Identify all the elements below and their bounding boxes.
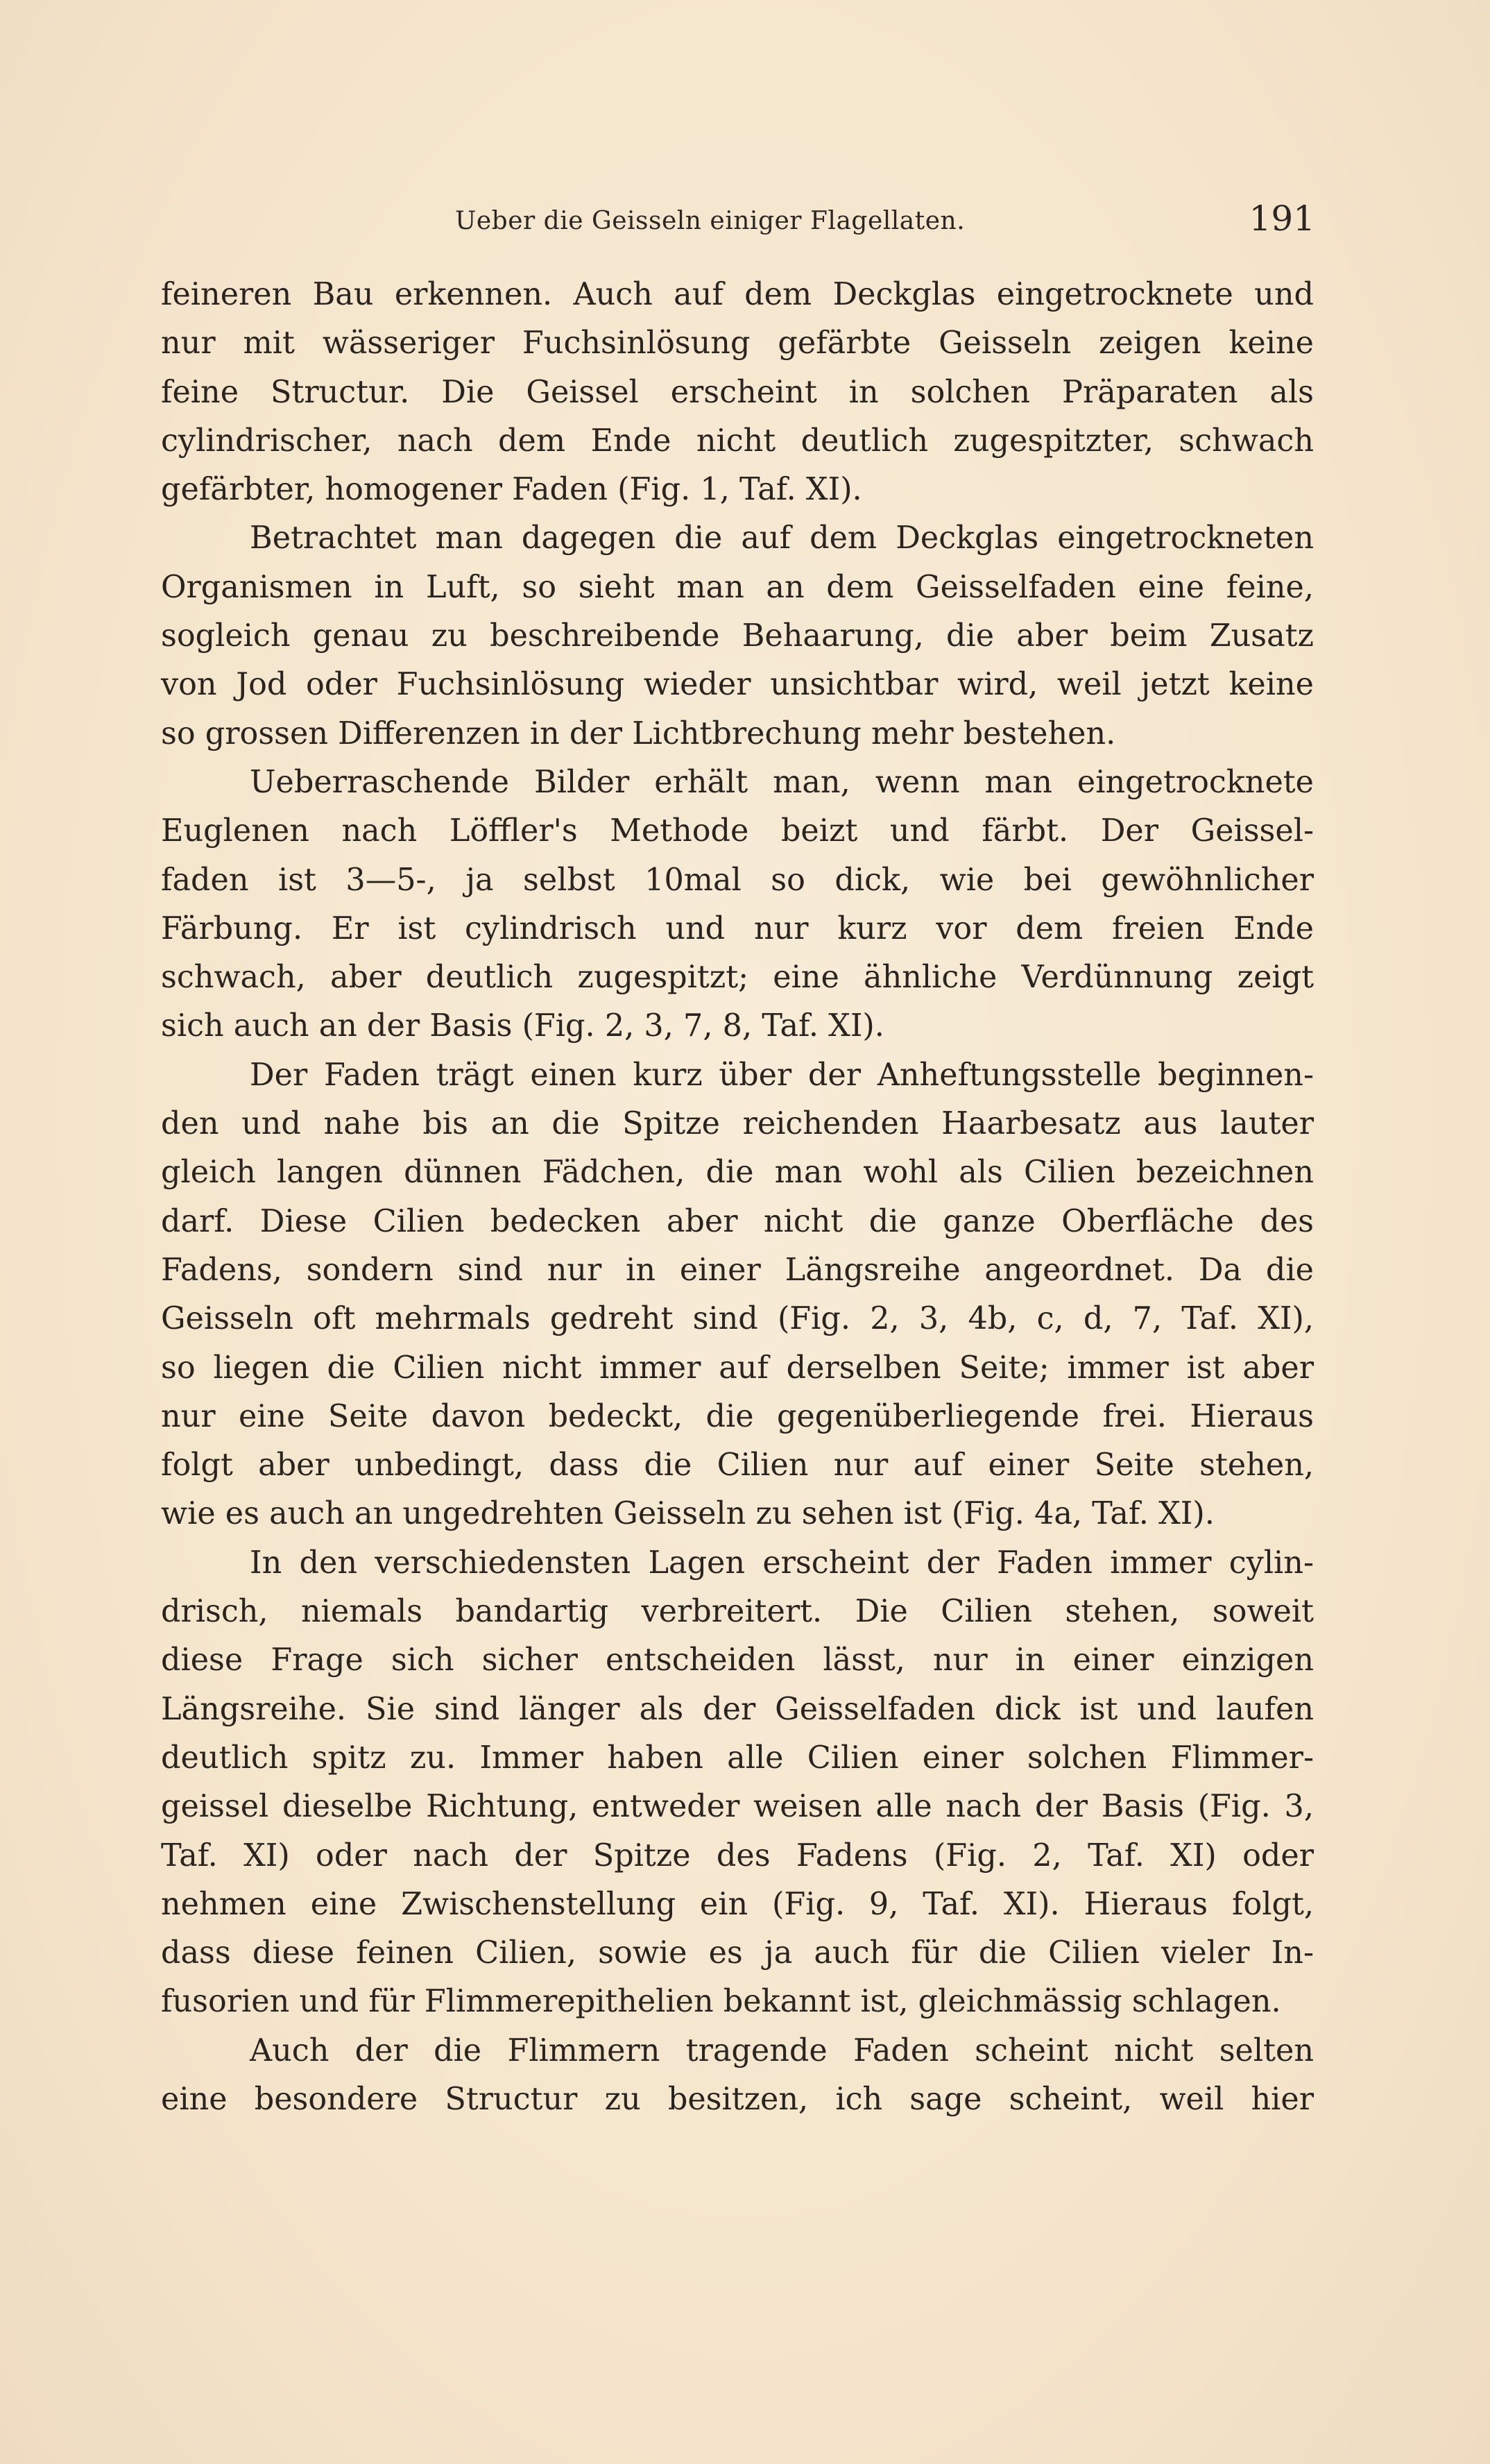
text-line: so grossen Differenzen in der Lichtbrechung mehr bestehen.	[161, 715, 1116, 751]
text-line: gleich langen dünnen Fädchen, die man wohl als Cilien bezeichnen	[161, 1155, 1314, 1191]
text-line: nur mit wässeriger Fuchsinlösung gefärbte Geisseln zeigen keine	[161, 325, 1314, 362]
text-line: Betrachtet man dagegen die auf dem Deckglas eingetrockneten	[250, 520, 1314, 556]
text-line: Der Faden trägt einen kurz über der Anheftungsstelle beginnen-	[250, 1057, 1314, 1093]
text-line: Organismen in Luft, so sieht man an dem Geisselfaden eine feine,	[161, 569, 1314, 605]
text-line: nehmen eine Zwischenstellung ein (Fig. 9, Taf. XI). Hieraus folgt,	[161, 1886, 1314, 1922]
text-line: diese Frage sich sicher entscheiden lässt, nur in einer einzigen	[161, 1642, 1314, 1679]
text-line: gefärbter, homogener Faden (Fig. 1, Taf. XI).	[161, 472, 862, 508]
text-line: nur eine Seite davon bedeckt, die gegenüberliegende frei. Hieraus	[161, 1398, 1314, 1434]
text-line: deutlich spitz zu. Immer haben alle Cilien einer solchen Flimmer-	[161, 1740, 1314, 1776]
text-line: feineren Bau erkennen. Auch auf dem Deckglas eingetrocknete und	[161, 277, 1314, 312]
running-title: Ueber die Geisseln einiger Flagellaten.	[455, 207, 966, 235]
text-line: dass diese feinen Cilien, sowie es ja auch für die Cilien vieler In-	[161, 1935, 1314, 1971]
text-line: faden ist 3—5-, ja selbst 10mal so dick, wie bei gewöhnlicher	[161, 862, 1314, 898]
text-line: so liegen die Cilien nicht immer auf derselben Seite; immer ist aber	[161, 1350, 1314, 1386]
text-line: den und nahe bis an die Spitze reichenden Haarbesatz aus lauter	[161, 1106, 1314, 1142]
text-line: von Jod oder Fuchsinlösung wieder unsichtbar wird, weil jetzt keine	[161, 667, 1314, 703]
text-line: In den verschiedensten Lagen erscheint der Faden immer cylin-	[250, 1545, 1314, 1581]
text-line: darf. Diese Cilien bedecken aber nicht die ganze Oberfläche des	[161, 1203, 1314, 1239]
text-line: Euglenen nach Löffler's Methode beizt und färbt. Der Geissel-	[161, 813, 1314, 849]
text-line: sich auch an der Basis (Fig. 2, 3, 7, 8, Taf. XI).	[161, 1008, 884, 1044]
text-line: sogleich genau zu beschreibende Behaarung, die aber beim Zusatz	[161, 618, 1314, 654]
text-line: Geisseln oft mehrmals gedreht sind (Fig. 2, 3, 4b, c, d, 7, Taf. XI),	[161, 1301, 1314, 1337]
text-line: geissel dieselbe Richtung, entweder weisen alle nach der Basis (Fig. 3,	[161, 1789, 1314, 1825]
text-line: schwach, aber deutlich zugespitzt; eine ähnliche Verdünnung zeigt	[161, 960, 1314, 996]
text-line: folgt aber unbedingt, dass die Cilien nur auf einer Seite stehen,	[161, 1447, 1314, 1484]
body-text	[161, 271, 1314, 2124]
text-line: fusorien und für Flimmerepithelien bekannt ist, gleichmässig schlagen.	[161, 1984, 1281, 2020]
text-line: eine besondere Structur zu besitzen, ich sage scheint, weil hier	[161, 2081, 1314, 2117]
text-line: cylindrischer, nach dem Ende nicht deutlich zugespitzter, schwach	[161, 423, 1314, 459]
text-line: Längsreihe. Sie sind länger als der Geisselfaden dick ist und laufen	[161, 1691, 1314, 1727]
text-line: Ueberraschende Bilder erhält man, wenn man eingetrocknete	[250, 764, 1314, 800]
page-header	[164, 193, 1315, 241]
text-line: feine Structur. Die Geissel erscheint in solchen Präparaten als	[161, 374, 1314, 410]
text-line: Färbung. Er ist cylindrisch und nur kurz vor dem freien Ende	[161, 910, 1314, 946]
text-line: Taf. XI) oder nach der Spitze des Fadens (Fig. 2, Taf. XI) oder	[161, 1837, 1314, 1874]
text-line: wie es auch an ungedrehten Geisseln zu sehen ist (Fig. 4a, Taf. XI).	[161, 1496, 1215, 1532]
text-line: Fadens, sondern sind nur in einer Längsreihe angeordnet. Da die	[161, 1252, 1314, 1288]
text-line: Auch der die Flimmern tragende Faden scheint nicht selten	[250, 2032, 1314, 2068]
text-line: drisch, niemals bandartig verbreitert. Die Cilien stehen, soweit	[161, 1594, 1314, 1630]
page-number: 191	[1249, 198, 1315, 239]
